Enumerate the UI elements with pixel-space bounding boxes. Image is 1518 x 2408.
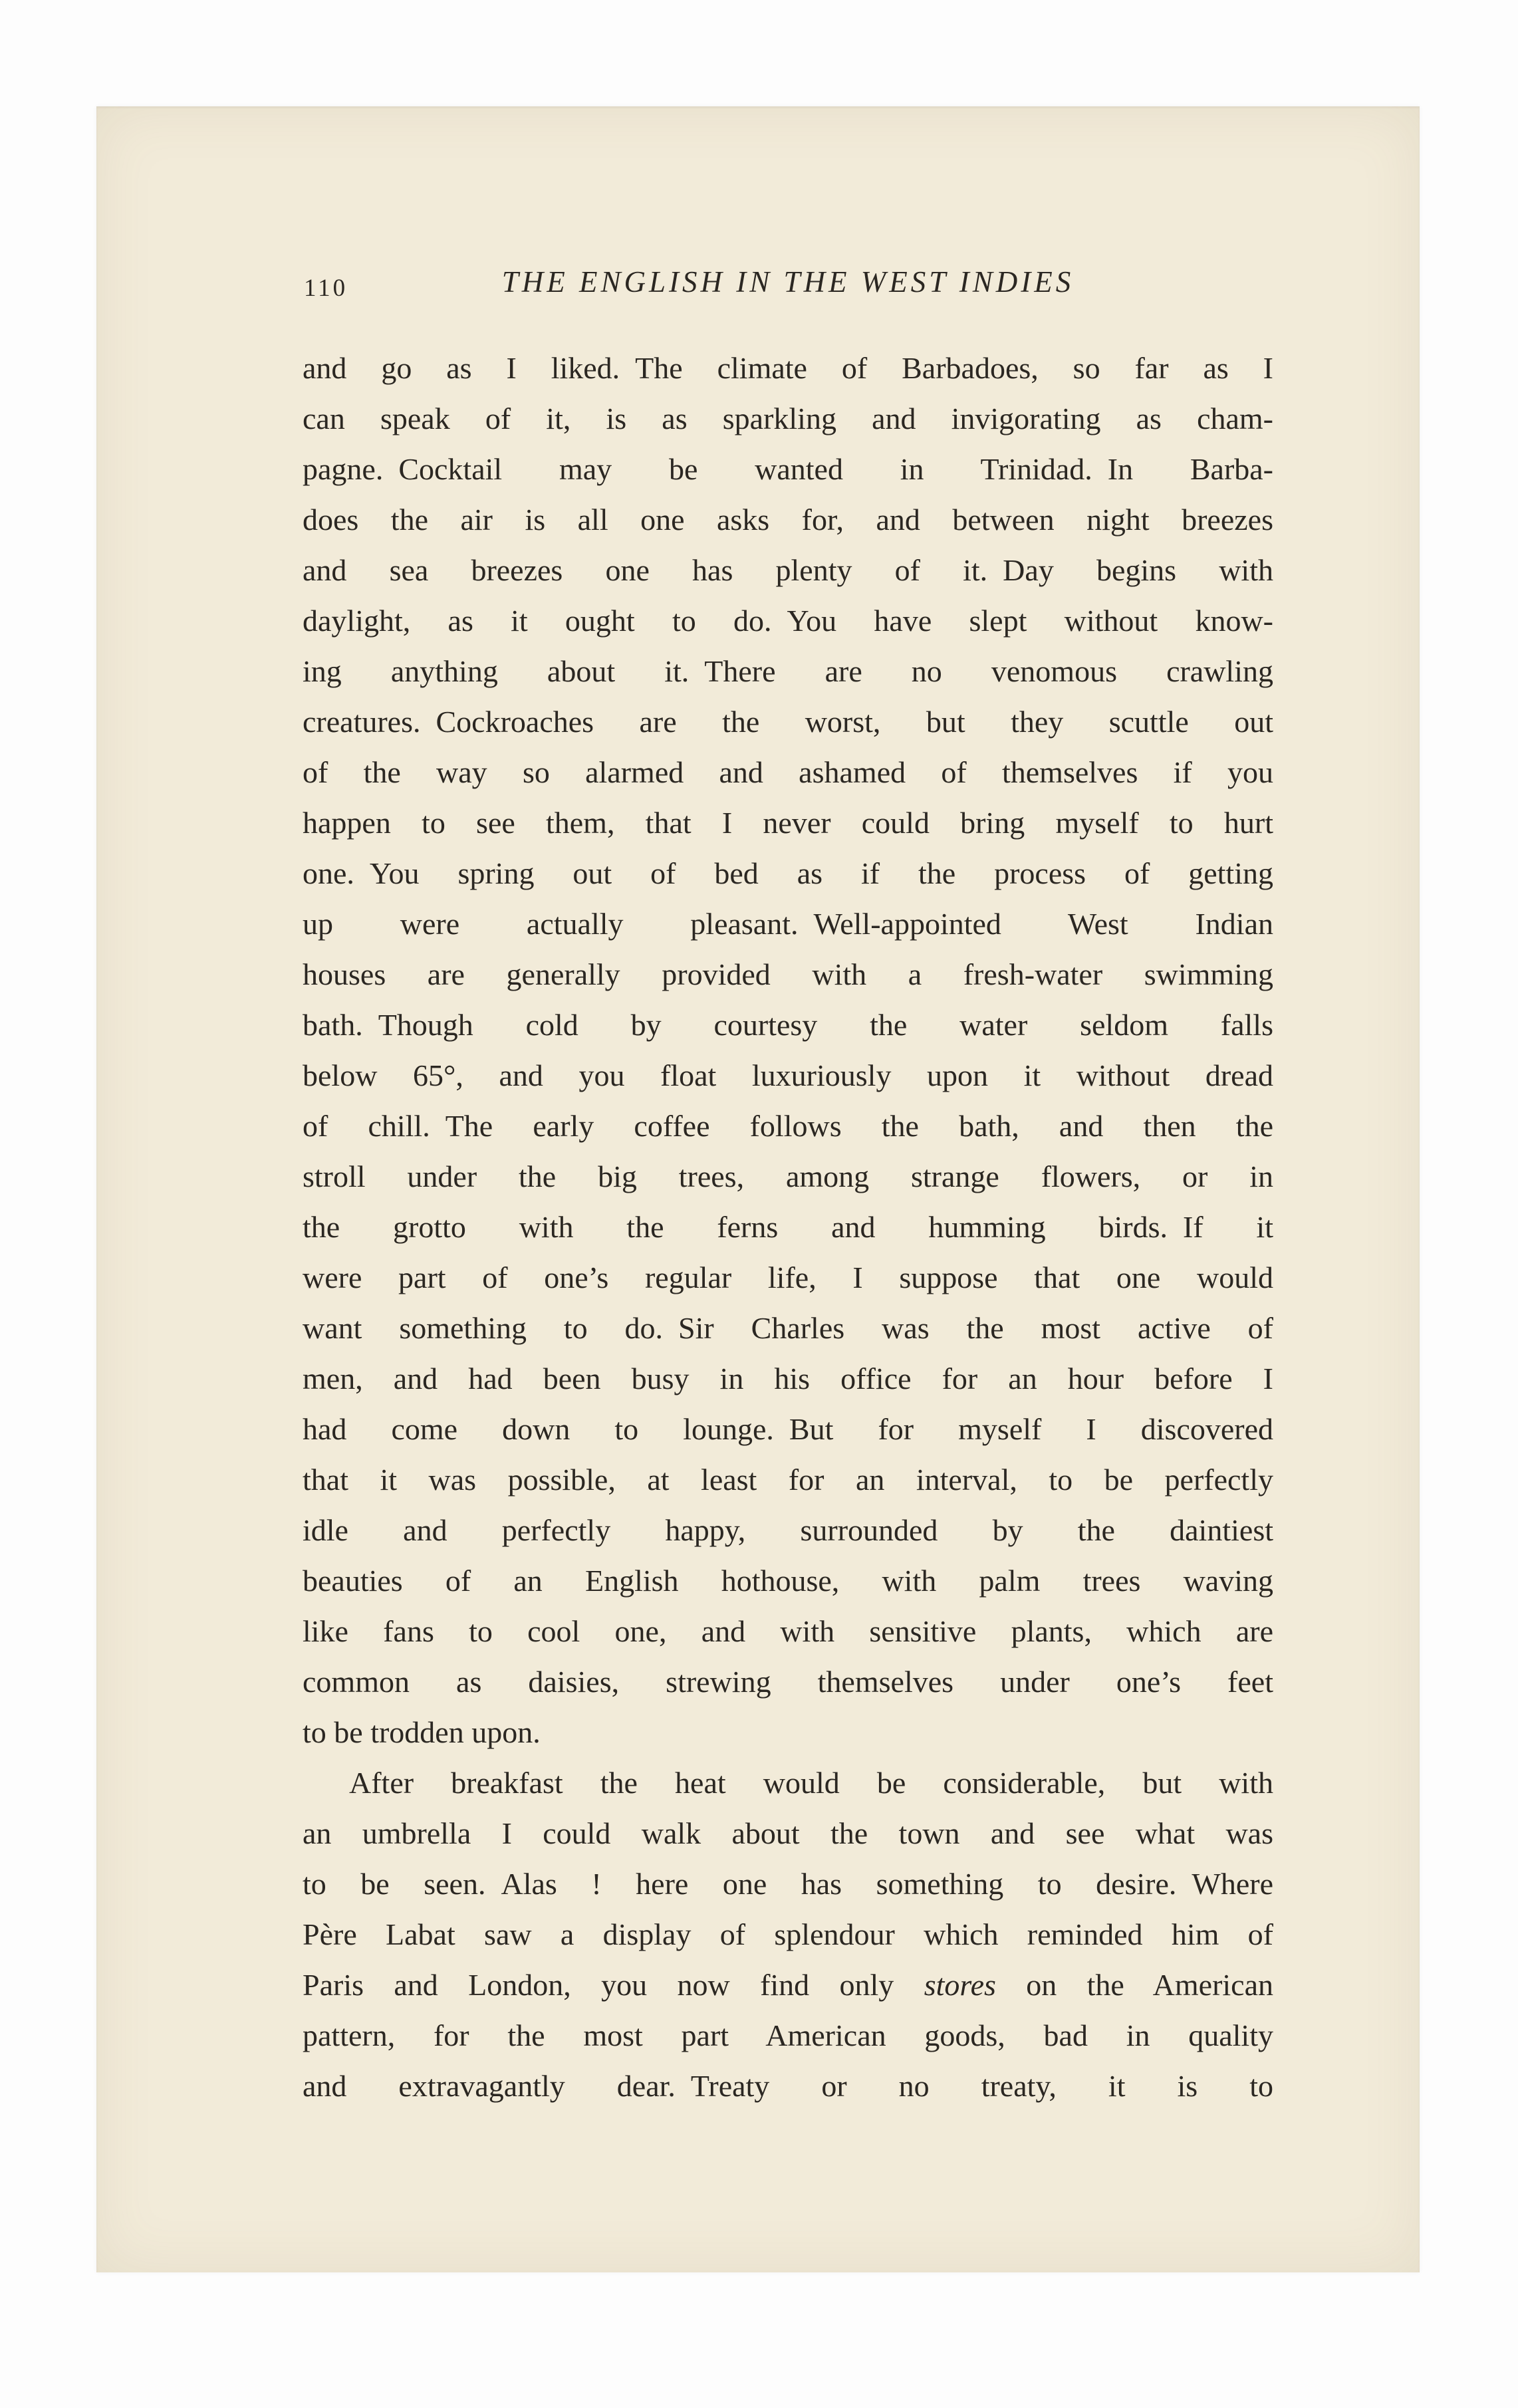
text-line: can speak of it, is as sparkling and invigorating as cham-: [303, 402, 1273, 435]
text-line: pagne. Cocktail may be wanted in Trinidad. In Barba-: [303, 452, 1273, 486]
text-line: of the way so alarmed and ashamed of themselves if you: [303, 755, 1273, 789]
text-line: up were actually pleasant. Well-appointed West Indian: [303, 907, 1273, 941]
text-line: After breakfast the heat would be considerable, but with: [349, 1766, 1273, 1800]
text-line: to be seen. Alas ! here one has something to desire. Where: [303, 1867, 1273, 1901]
text-line: of chill. The early coffee follows the bath, and then the: [303, 1109, 1273, 1143]
text-line: beauties of an English hothouse, with palm trees waving: [303, 1564, 1273, 1598]
text-line: men, and had been busy in his office for an hour before I: [303, 1362, 1273, 1395]
plain-text: on the American: [995, 1968, 1273, 2002]
plain-text: Paris and London, you now find only: [303, 1968, 924, 2002]
text-line: pattern, for the most part American goods, bad in quality: [303, 2018, 1273, 2052]
text-line: and sea breezes one has plenty of it. Day begins with: [303, 553, 1273, 587]
book-page: [96, 106, 1420, 2272]
italic-text: stores: [924, 1968, 996, 2002]
paragraph: [303, 1758, 1273, 2111]
text-line: one. You spring out of bed as if the process of getting: [303, 856, 1273, 890]
text-line: [303, 1960, 1273, 2010]
paragraph: [303, 343, 1273, 1758]
text-line: to be trodden upon.: [303, 1715, 541, 1749]
text-line: and extravagantly dear. Treaty or no treaty, it is to: [303, 2069, 1273, 2103]
body-text: [303, 343, 1273, 2111]
text-line: creatures. Cockroaches are the worst, but they scuttle out: [303, 705, 1273, 739]
text-line: bath. Though cold by courtesy the water seldom falls: [303, 1008, 1273, 1042]
page-number: 110: [304, 275, 348, 302]
text-line: an umbrella I could walk about the town and see what was: [303, 1816, 1273, 1850]
text-line: Père Labat saw a display of splendour which reminded him of: [303, 1917, 1273, 1951]
text-line: ing anything about it. There are no venomous crawling: [303, 654, 1273, 688]
text-line: had come down to lounge. But for myself I discovered: [303, 1412, 1273, 1446]
text-line: daylight, as it ought to do. You have slept without know-: [303, 604, 1273, 638]
text-line: like fans to cool one, and with sensitive plants, which are: [303, 1614, 1273, 1648]
text-line: does the air is all one asks for, and between night breezes: [303, 503, 1273, 537]
text-line: houses are generally provided with a fresh-water swimming: [303, 957, 1273, 991]
text-line: stroll under the big trees, among strange flowers, or in: [303, 1159, 1273, 1193]
text-line: were part of one’s regular life, I suppose that one would: [303, 1261, 1273, 1294]
text-line: want something to do. Sir Charles was the most active of: [303, 1311, 1273, 1345]
text-line: happen to see them, that I never could bring myself to hurt: [303, 806, 1273, 840]
text-line: common as daisies, strewing themselves under one’s feet: [303, 1665, 1273, 1699]
text-line: the grotto with the ferns and humming birds. If it: [303, 1210, 1273, 1244]
text-line: that it was possible, at least for an interval, to be perfectly: [303, 1463, 1273, 1497]
running-title: THE ENGLISH IN THE WEST INDIES: [501, 265, 1075, 299]
text-line: and go as I liked. The climate of Barbadoes, so far as I: [303, 351, 1273, 385]
text-line: idle and perfectly happy, surrounded by the daintiest: [303, 1513, 1273, 1547]
text-line: below 65°, and you float luxuriously upon it without dread: [303, 1058, 1273, 1092]
page-header: [303, 265, 1273, 311]
